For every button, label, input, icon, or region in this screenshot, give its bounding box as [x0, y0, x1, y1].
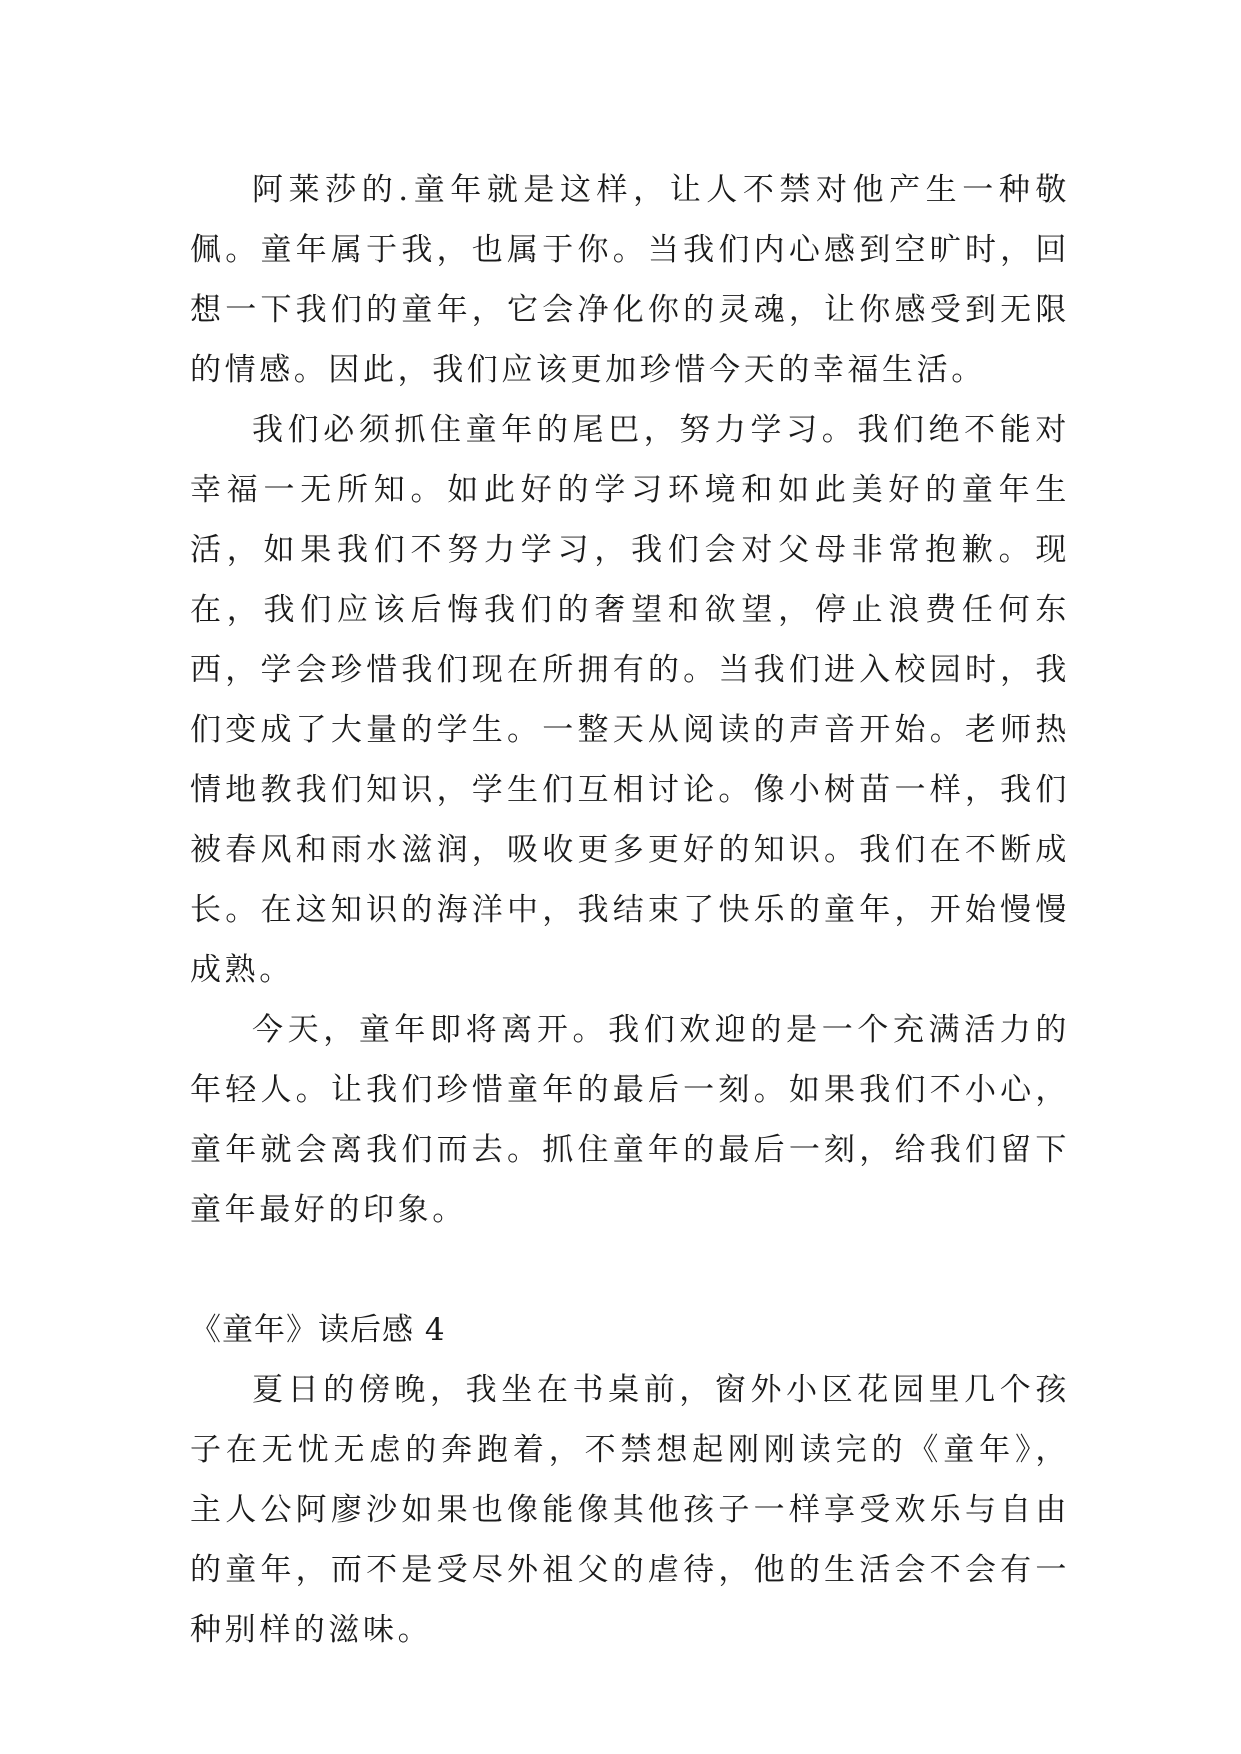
paragraph-2: 我们必须抓住童年的尾巴，努力学习。我们绝不能对幸福一无所知。如此好的学习环境和如此美好的童年生活，如果我们不努力学习，我们会对父母非常抱歉。现在，我们应该后悔我们的奢望和欲望，停止浪费任何东西，学会珍惜我们现在所拥有的。当我们进入校园时，我们变成了大量的学生。一整天从阅读的声音开始。老师热情地教我们知识，学生们互相讨论。像小树苗一样，我们被春风和雨水滋润，吸收更多更好的知识。我们在不断成长。在这知识的海洋中，我结束了快乐的童年，开始慢慢成熟。	[190, 412, 1070, 988]
paragraph-1: 阿莱莎的.童年就是这样，让人不禁对他产生一种敬佩。童年属于我，也属于你。当我们内心感到空旷时，回想一下我们的童年，它会净化你的灵魂，让你感受到无限的情感。因此，我们应该更加珍惜今天的幸福生活。	[190, 172, 1070, 388]
document-body	[190, 160, 1070, 1660]
section-spacer	[190, 1240, 1070, 1300]
paragraph-3: 今天，童年即将离开。我们欢迎的是一个充满活力的年轻人。让我们珍惜童年的最后一刻。如果我们不小心，童年就会离我们而去。抓住童年的最后一刻，给我们留下童年最好的印象。	[190, 1012, 1070, 1228]
section-title: 《童年》读后感 4	[190, 1312, 446, 1348]
paragraph-4: 夏日的傍晚，我坐在书桌前，窗外小区花园里几个孩子在无忧无虑的奔跑着，不禁想起刚刚读完的《童年》，主人公阿廖沙如果也像能像其他孩子一样享受欢乐与自由的童年，而不是受尽外祖父的虐待，他的生活会不会有一种别样的滋味。	[190, 1372, 1070, 1648]
